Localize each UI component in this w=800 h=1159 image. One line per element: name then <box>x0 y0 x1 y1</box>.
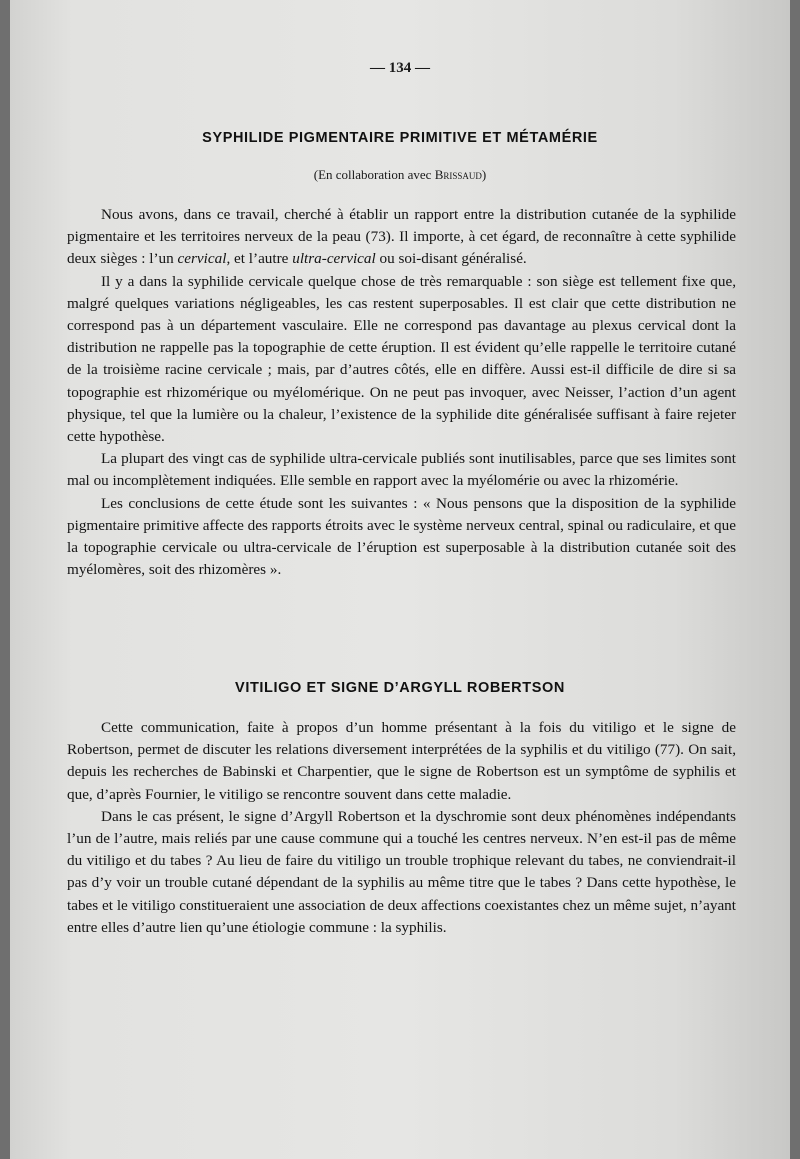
emphasis-cervical: cervical <box>177 250 227 268</box>
paragraph: Dans le cas présent, le signe d’Argyll Robertson et la dyschromie sont deux phénomènes indépendants l’un de l’autre, mais reliés par une cause commune qui a touché les centres nerveux. N’en est-il pas de même du vitiligo et du tabes ? Au lieu de faire du vitiligo un trouble trophique relevant du tabes, ne conviendrait-il pas d’y voir un trouble cutané dépendant de la syphilis au même titre que le tabes ? Dans cette hypothèse, le tabes et le vitiligo constitueraient une association de deux affections coexistantes chez un même sujet, n’ayant entre elles d’autre lien qu’une étiologie commune : la syphilis. <box>67 807 736 936</box>
paragraph-text: Nous avons, dans ce travail, cherché à établir un rapport entre la distribution cutanée de la syphilide pigmentaire et les territoires nerveux de la peau (73). Il importe, à cet égard, de reconnaître à cette syphilide deux sièges : l’un <box>67 206 736 268</box>
section-body-vitiligo <box>67 717 736 939</box>
paragraph <box>67 204 736 271</box>
paragraph: Cette communication, faite à propos d’un homme présentant à la fois du vitiligo et le signe de Robertson, permet de discuter les relations diversement interprétées de la syphilis et du vitiligo (77). On sait, depuis les recherches de Babinski et Charpentier, que le signe de Robertson est un symptôme de syphilis et que, d’après Fournier, le vitiligo se rencontre souvent dans cette maladie. <box>67 719 736 803</box>
paragraph: Il y a dans la syphilide cervicale quelque chose de très remarquable : son siège est tellement fixe que, malgré quelques variations négligeables, les cas restent superposables. Il est clair que cette distribution ne correspond pas à un département vasculaire. Elle ne correspond pas davantage au plexus cervical dont la distribution ne rappelle pas la topographie de cette éruption. Il est évident qu’elle rappelle le territoire cutané de la troisième racine cervicale ; mais, par d’autres côtés, elle en diffère. Aussi est-il difficile de dire si sa topographie est rhizomérique ou myélomérique. On ne peut pas invoquer, avec Neisser, l’action d’un agent physique, tel que la lumière ou la chaleur, l’existence de la syphilide dite généralisée suffisant à faire rejeter cette hypothèse. <box>67 272 736 446</box>
collaborator-name: Brissaud <box>434 167 482 182</box>
paragraph-text: ou soi-disant généralisé. <box>375 250 527 268</box>
paragraph: La plupart des vingt cas de syphilide ultra-cervicale publiés sont inutilisables, parce que ses limites sont mal ou incomplètement indiquées. Elle semble en rapport avec la myélomérie ou avec la rhizomérie. <box>67 450 736 490</box>
page-number: — 134 — <box>370 60 430 76</box>
paragraph-text: , et l’autre <box>226 250 293 268</box>
book-page <box>10 0 790 1159</box>
paragraph: Les conclusions de cette étude sont les suivantes : « Nous pensons que la disposition de la syphilide pigmentaire primitive affecte des rapports étroits avec le système nerveux central, spinal ou radiculaire, et que la topographie cervicale ou ultra-cervicale de l’éruption est superposable à la distribution cutanée soit des myélomères, soit des rhizomères ». <box>67 494 736 579</box>
emphasis-ultra-cervical: ultra-cervical <box>292 250 376 268</box>
subtitle-prefix: (En collaboration avec <box>313 167 435 182</box>
section-title-syphilide: SYPHILIDE PIGMENTAIRE PRIMITIVE ET MÉTAMÉRIE <box>202 130 598 146</box>
section-body-syphilide <box>67 204 736 581</box>
subtitle-suffix: ) <box>481 167 487 182</box>
section-title-vitiligo: VITILIGO ET SIGNE D’ARGYLL ROBERTSON <box>235 680 565 696</box>
section-subtitle-collaboration <box>10 167 790 183</box>
